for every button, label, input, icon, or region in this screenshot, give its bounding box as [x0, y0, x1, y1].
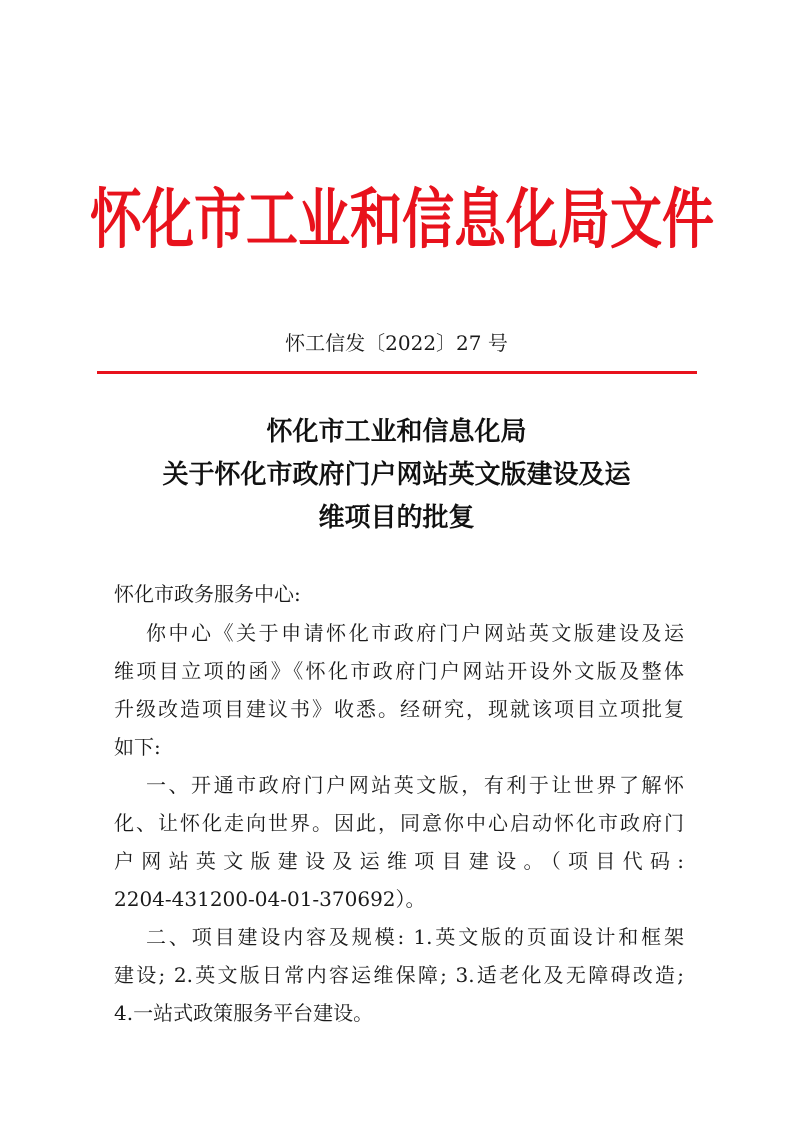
- body-line: 一、开通市政府门户网站英文版，有利于让世界了解怀: [146, 773, 684, 797]
- document-number: 怀工信发〔2022〕27 号: [285, 331, 508, 355]
- body-line: 化、让怀化走向世界。因此，同意你中心启动怀化市政府门: [114, 811, 684, 835]
- document-title-line-1: 怀化市工业和信息化局: [266, 417, 527, 447]
- body-line: 如下:: [114, 735, 161, 759]
- body-line: 你中心《关于申请怀化市政府门户网站英文版建设及运: [146, 621, 684, 645]
- document-title-line-3: 维项目的批复: [318, 503, 475, 533]
- document-title-line-2: 关于怀化市政府门户网站英文版建设及运: [162, 460, 631, 490]
- body-line: 维项目立项的函》《怀化市政府门户网站开设外文版及整体: [114, 659, 684, 683]
- project-code-line: 2204-431200-04-01-370692）。: [114, 887, 426, 911]
- red-divider-line: [97, 371, 697, 374]
- body-line: 4.一站式政策服务平台建设。: [114, 1001, 374, 1025]
- body-line: 二、项目建设内容及规模: 1.英文版的页面设计和框架: [146, 925, 684, 949]
- body-line: 户网站英文版建设及运维项目建设。（项目代码:: [114, 849, 684, 873]
- body-line: 升级改造项目建议书》收悉。经研究，现就该项目立项批复: [114, 697, 684, 721]
- addressee: 怀化市政务服务中心:: [114, 582, 301, 606]
- body-line: 建设; 2.英文版日常内容运维保障; 3.适老化及无障碍改造;: [114, 963, 684, 987]
- masthead-title: 怀化市工业和信息化局文件: [90, 182, 715, 258]
